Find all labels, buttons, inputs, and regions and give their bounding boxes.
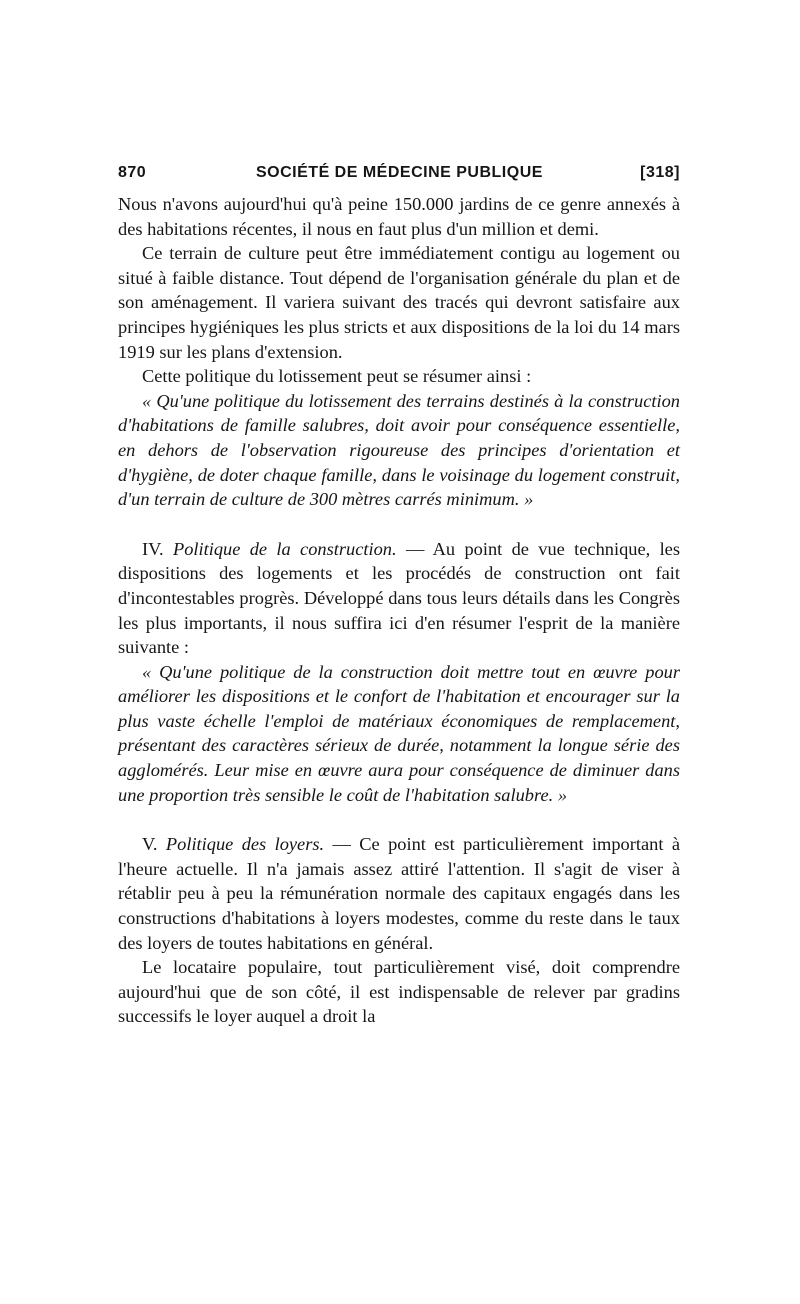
page-number: 870: [118, 164, 147, 181]
section-construction: [118, 537, 680, 660]
section-gap: [118, 512, 680, 537]
section-title: Politique des loyers.: [165, 834, 325, 855]
section-number: IV.: [142, 538, 164, 559]
running-title: SOCIÉTÉ DE MÉDECINE PUBLIQUE: [256, 164, 543, 181]
section-number: V.: [142, 834, 158, 855]
paragraph-locataire: Le locataire populaire, tout particulièrement visé, doit comprendre aujourd'hui que de son côté, il est indispensable de relever par gradins successifs le loyer auquel a droit la: [118, 957, 680, 1027]
body-text: [118, 192, 680, 1029]
paragraph-gardens: Nous n'avons aujourd'hui qu'à peine 150.000 jardins de ce genre annexés à des habitations récentes, il nous en faut plus d'un million et demi.: [118, 194, 680, 239]
section-title: Politique de la construction.: [172, 538, 397, 559]
section-gap: [118, 807, 680, 832]
paragraph-terrain: Ce terrain de culture peut être immédiatement contigu au logement ou situé à faible distance. Tout dépend de l'organisation générale du plan et de son aménagement. Il variera suivant des tracés qui devront satisfaire aux principes hygiéniques les plus stricts et aux dispositions de la loi du 14 mars 1919 sur les plans d'extension.: [118, 243, 680, 362]
section-text: — Au point de vue technique, les dispositions des logements et les procédés de construction ont fait d'incontestables progrès. Développé dans tous leurs détails dans les Congrès les plus importants, il nous suffira ici d'en résumer l'esprit de la manière suivante :: [118, 538, 680, 658]
paragraph-lotissement: Cette politique du lotissement peut se résumer ainsi :: [142, 366, 532, 387]
quote-construction: « Qu'une politique de la construction doit mettre tout en œuvre pour améliorer les dispositions et le confort de l'habitation et encourager sur la plus vaste échelle l'emploi de matériaux économiques de remplacement, présentant des caractères sérieux de durée, notamment la longue série des agglomérés. Leur mise en œuvre aura pour conséquence de diminuer dans une proportion très sensible le coût de l'habitation salubre. »: [118, 661, 680, 805]
running-head: [118, 164, 680, 190]
page-reference: [318]: [640, 164, 680, 181]
book-page: [118, 164, 680, 1029]
section-loyers: [118, 832, 680, 955]
section-text: — Ce point est particulièrement important à l'heure actuelle. Il n'a jamais assez attiré l'attention. Il s'agit de viser à rétablir peu à peu la rémunération normale des capitaux engagés dans les constructions d'habitations à loyers modestes, comme du reste dans le taux des loyers de toutes habitations en général.: [118, 834, 680, 953]
quote-lotissement: « Qu'une politique du lotissement des terrains destinés à la construction d'habitations de famille salubres, doit avoir pour conséquence essentielle, en dehors de l'observation rigoureuse des principes d'orientation et d'hygiène, de doter chaque famille, dans le voisinage du logement construit, d'un terrain de culture de 300 mètres carrés minimum. »: [118, 390, 680, 510]
